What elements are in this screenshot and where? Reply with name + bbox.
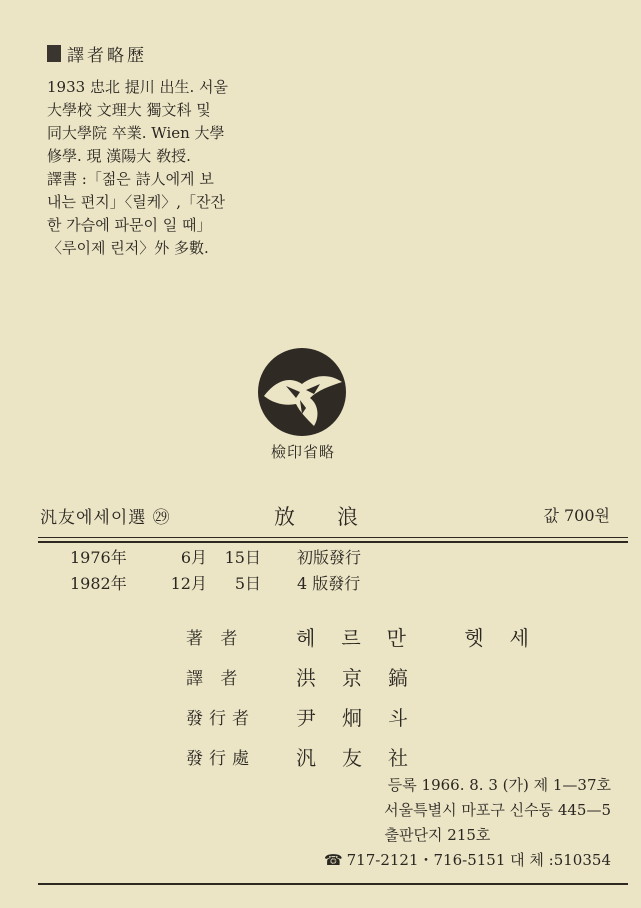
square-bullet-icon xyxy=(47,45,61,62)
bio-line: 大學校 文理大 獨文科 및 xyxy=(47,101,211,119)
complex-line: 출판단지 215호 xyxy=(384,826,491,844)
edition-day: 5日 xyxy=(234,574,261,593)
credit-role: 著 者 xyxy=(186,628,244,649)
book-title: 放浪 xyxy=(274,505,400,529)
credit-row xyxy=(186,656,555,696)
phone-numbers: 717-2121・716-5151 대 체 :510354 xyxy=(346,851,611,869)
phone-line xyxy=(324,848,611,873)
edition-history xyxy=(70,545,361,597)
translator-bio-heading xyxy=(47,40,147,66)
credits xyxy=(186,616,555,776)
telephone-icon: ☎ xyxy=(323,851,343,869)
bio-line: 同大學院 卒業. Wien 大學 xyxy=(47,124,225,142)
translator-bio xyxy=(47,76,287,260)
divider xyxy=(38,541,628,543)
edition-note: 4 版發行 xyxy=(297,574,361,593)
edition-year: 1976年 xyxy=(70,548,127,567)
credit-name: 洪京鎬 xyxy=(296,665,434,690)
edition-row xyxy=(70,545,361,571)
credit-row xyxy=(186,616,555,656)
bio-line: 한 가슴에 파문이 일 때」 xyxy=(47,216,212,234)
title-row xyxy=(40,503,620,533)
series-name: 汎友에세이選 ㉙ xyxy=(40,508,171,528)
edition-row xyxy=(70,571,361,597)
credit-name: 헤르만 헷세 xyxy=(296,625,555,650)
bio-line: 〈루이제 린저〉外 多數. xyxy=(47,239,209,257)
seal-omitted-note: 檢印省略 xyxy=(270,443,335,461)
credit-role: 譯 者 xyxy=(186,668,244,689)
credit-role: 發行處 xyxy=(186,748,255,769)
credit-row xyxy=(186,696,555,736)
edition-year: 1982年 xyxy=(70,574,127,593)
credit-name: 尹炯斗 xyxy=(296,705,434,730)
publisher-info xyxy=(324,773,611,873)
edition-day: 15日 xyxy=(224,548,261,567)
edition-month: 6月 xyxy=(180,548,207,567)
eagle-emblem-icon xyxy=(256,346,348,438)
divider xyxy=(38,537,628,538)
divider xyxy=(38,883,628,885)
credit-name: 汎友社 xyxy=(296,745,434,770)
edition-note: 初版發行 xyxy=(297,548,362,567)
credit-row xyxy=(186,736,555,776)
bio-title: 譯者略歷 xyxy=(67,45,147,66)
credit-role: 發行者 xyxy=(186,708,255,729)
bio-line: 譯書 :「젊은 詩人에게 보 xyxy=(47,170,214,188)
bio-line: 내는 편지」〈릴케〉,「잔잔 xyxy=(47,193,225,211)
edition-month: 12月 xyxy=(170,574,207,593)
registration-line: 등록 1966. 8. 3 (가) 제 1—37호 xyxy=(387,776,611,794)
bio-line: 1933 忠北 提川 出生. 서울 xyxy=(47,78,228,96)
address-line: 서울특별시 마포구 신수동 445—5 xyxy=(384,801,611,819)
price: 값 700원 xyxy=(543,506,610,525)
bio-line: 修學. 現 漢陽大 敎授. xyxy=(47,147,191,165)
